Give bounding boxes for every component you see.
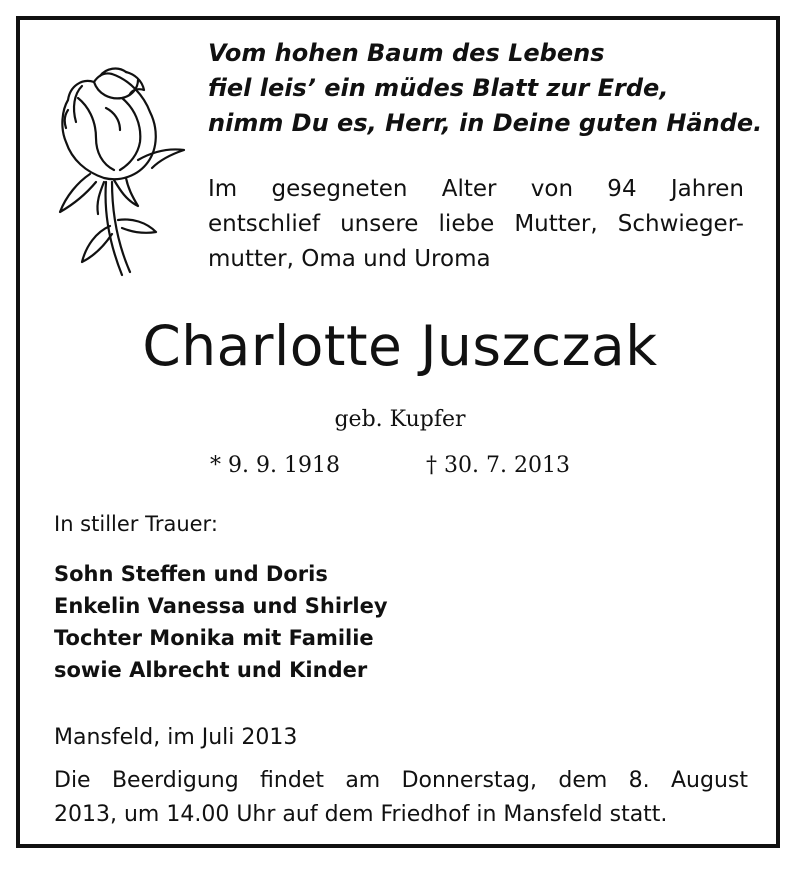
mourners-label: In stiller Trauer: (54, 512, 218, 536)
mourner-item: sowie Albrecht und Kinder (54, 658, 368, 682)
intro-text (208, 172, 744, 277)
poem-line: fiel leis’ ein müdes Blatt zur Erde, (208, 74, 669, 102)
poem-line: nimm Du es, Herr, in Deine guten Hände. (208, 109, 763, 137)
mourner-item: Enkelin Vanessa und Shirley (54, 594, 388, 618)
mourners-list (54, 558, 388, 686)
poem (208, 36, 768, 141)
place-date: Mansfeld, im Juli 2013 (54, 725, 298, 750)
funeral-notice (54, 764, 748, 832)
rose-icon (34, 50, 204, 285)
intro-line: entschlief unsere liebe Mutter, Schwieger- (208, 211, 744, 237)
funeral-line: 2013, um 14.00 Uhr auf dem Friedhof in Mansfeld statt. (54, 802, 668, 827)
birth-date: * 9. 9. 1918 (210, 453, 340, 478)
mourner-item: Tochter Monika mit Familie (54, 626, 374, 650)
life-dates (210, 448, 610, 484)
mourner-item: Sohn Steffen und Doris (54, 562, 328, 586)
funeral-line: Die Beerdigung findet am Donnerstag, dem 8. August (54, 768, 748, 793)
intro-line: Im gesegneten Alter von 94 Jahren (208, 176, 744, 202)
poem-line: Vom hohen Baum des Lebens (208, 39, 605, 67)
maiden-name: geb. Kupfer (334, 407, 466, 432)
deceased-name: Charlotte Juszczak (142, 314, 658, 378)
death-date: † 30. 7. 2013 (426, 453, 570, 478)
intro-line: mutter, Oma und Uroma (208, 246, 491, 272)
